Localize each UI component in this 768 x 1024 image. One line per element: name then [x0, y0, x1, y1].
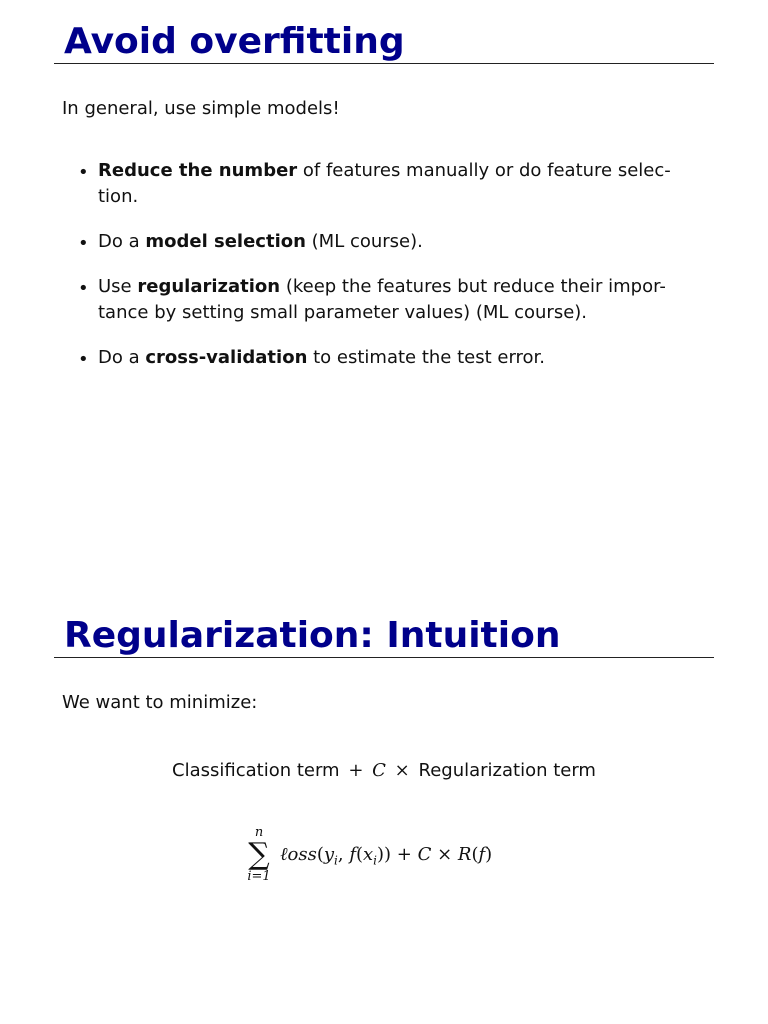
- bullet-before: Do a: [98, 231, 146, 252]
- paren-open: (: [316, 844, 324, 865]
- bullet-after: (ML course).: [305, 231, 423, 252]
- times-symbol: ×: [394, 760, 410, 781]
- var-x: x: [363, 844, 374, 865]
- times-symbol: ×: [431, 844, 458, 865]
- bullet-after: of features manually or do feature selec-: [297, 160, 671, 181]
- bullet-text: [98, 160, 671, 207]
- bullet-list: [72, 158, 712, 390]
- bullet-before: Use: [98, 276, 138, 297]
- bullet-bold: regularization: [137, 276, 281, 297]
- objective-formula-math: [244, 826, 544, 886]
- bullet-text: [98, 347, 545, 368]
- sub-i: i: [334, 853, 338, 868]
- bullet-icon: •: [78, 278, 89, 299]
- bullet-after: (keep the features but reduce their impor-: [280, 276, 666, 297]
- loss-fn: ℓoss: [280, 844, 317, 865]
- bullet-bold: model selection: [145, 231, 306, 252]
- bullet-bold: Reduce the number: [98, 160, 298, 181]
- paren-open-3: (: [471, 844, 479, 865]
- var-f: f: [349, 844, 356, 865]
- sub-i-2: i: [373, 853, 378, 868]
- regularization-term: Regularization term: [418, 760, 596, 781]
- sum-body: [280, 842, 492, 874]
- classification-term: Classification term: [172, 760, 340, 781]
- list-item: [72, 274, 712, 326]
- section-title-regularization-intuition: Regularization: Intuition: [64, 615, 561, 656]
- title-underline: [54, 657, 714, 658]
- intro-text: In general, use simple models!: [62, 98, 340, 119]
- bullet-text: [98, 276, 666, 323]
- title-underline: [54, 63, 714, 64]
- paren-open-2: (: [355, 844, 364, 865]
- comma: ,: [337, 844, 350, 865]
- var-r: R: [457, 844, 472, 865]
- bullet-before: Do a: [98, 347, 146, 368]
- bullet-icon: •: [78, 233, 89, 254]
- paren-close-3: ): [485, 844, 493, 865]
- var-c: C: [417, 844, 432, 865]
- bullet-after: to estimate the test error.: [307, 347, 546, 368]
- objective-formula-text: [0, 758, 768, 784]
- bullet-icon: •: [78, 162, 89, 183]
- var-y: y: [323, 844, 335, 865]
- sigma-icon: ∑: [248, 837, 270, 872]
- intro-text: We want to minimize:: [62, 692, 258, 713]
- sum-lower-limit: i=1: [247, 869, 271, 884]
- bullet-icon: •: [78, 349, 89, 370]
- section-title-avoid-overfitting: Avoid overfitting: [64, 21, 405, 62]
- summation: [244, 826, 274, 884]
- sum-upper-limit: n: [254, 825, 264, 840]
- plus-symbol: +: [391, 844, 418, 865]
- list-item: [72, 229, 712, 255]
- plus-symbol: +: [348, 760, 364, 781]
- bullet-text: [98, 231, 423, 252]
- bullet-cont: tance by setting small parameter values) (ML course).: [98, 302, 588, 323]
- var-c: C: [372, 760, 386, 781]
- paren-close: )): [377, 844, 392, 865]
- list-item: [72, 345, 712, 371]
- var-f-2: f: [478, 844, 486, 865]
- list-item: [72, 158, 712, 210]
- bullet-bold: cross-validation: [145, 347, 308, 368]
- bullet-cont: tion.: [98, 186, 139, 207]
